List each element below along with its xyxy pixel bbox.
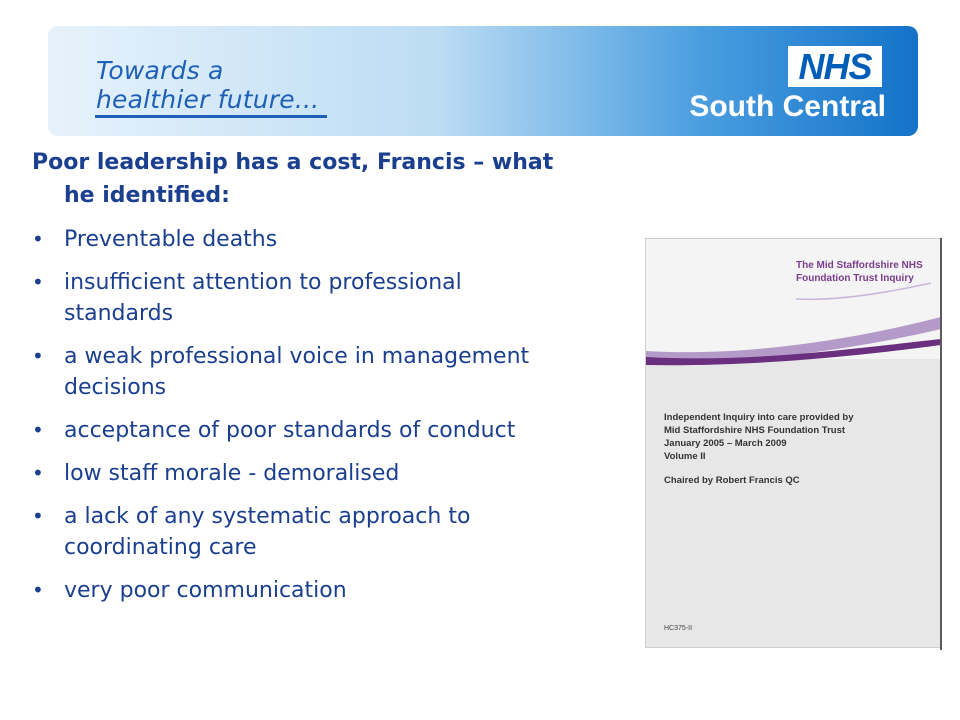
nhs-logo [788, 46, 882, 87]
bullet-text: insufficient attention to professional standards [64, 270, 462, 326]
cover-report-title [664, 411, 934, 463]
bullet-item [32, 415, 562, 446]
bullet-icon: • [32, 461, 44, 485]
bullet-icon: • [32, 418, 44, 442]
bullet-item [32, 341, 562, 403]
cover-title: The Mid Staffordshire NHS Foundation Trust Inquiry [796, 260, 923, 284]
bullet-text: a weak professional voice in management decisions [64, 344, 530, 400]
bullet-item [32, 501, 562, 563]
bullet-item [32, 575, 562, 606]
bullet-text: a lack of any systematic approach to coordinating care [64, 504, 471, 560]
tagline-line-1: Towards a [96, 56, 224, 85]
tagline-line-2: healthier future... [96, 85, 320, 114]
cover-edge-shadow [940, 238, 942, 650]
cover-code: HC375-II [664, 625, 693, 632]
bullet-icon: • [32, 504, 44, 528]
bullet-item [32, 224, 562, 255]
cover-report-line: Independent Inquiry into care provided by [664, 412, 854, 423]
cover-chaired-by: Chaired by Robert Francis QC [664, 475, 800, 486]
cover-report-line: Mid Staffordshire NHS Foundation Trust [664, 425, 846, 436]
cover-grey-panel [646, 359, 941, 648]
slide-content [32, 146, 562, 618]
bullet-icon: • [32, 227, 44, 251]
region-name: South Central [689, 90, 886, 123]
nhs-logo-text: NHS [798, 45, 872, 87]
bullet-text: low staff morale - demoralised [64, 461, 400, 486]
bullet-icon: • [32, 344, 44, 368]
bullet-text: Preventable deaths [64, 227, 278, 252]
report-cover-image [645, 238, 942, 648]
bullet-icon: • [32, 270, 44, 294]
slide-heading: Poor leadership has a cost, Francis – what he identified: [32, 150, 554, 208]
tagline [96, 56, 319, 114]
bullet-item [32, 267, 562, 329]
tagline-underline [95, 115, 327, 118]
cover-report-line: January 2005 – March 2009 [664, 438, 787, 449]
bullet-text: acceptance of poor standards of conduct [64, 418, 516, 443]
bullet-icon: • [32, 578, 44, 602]
cover-report-volume: Volume II [664, 451, 706, 462]
bullet-item [32, 458, 562, 489]
bullet-text: very poor communication [64, 578, 347, 603]
bullet-list [32, 224, 562, 606]
